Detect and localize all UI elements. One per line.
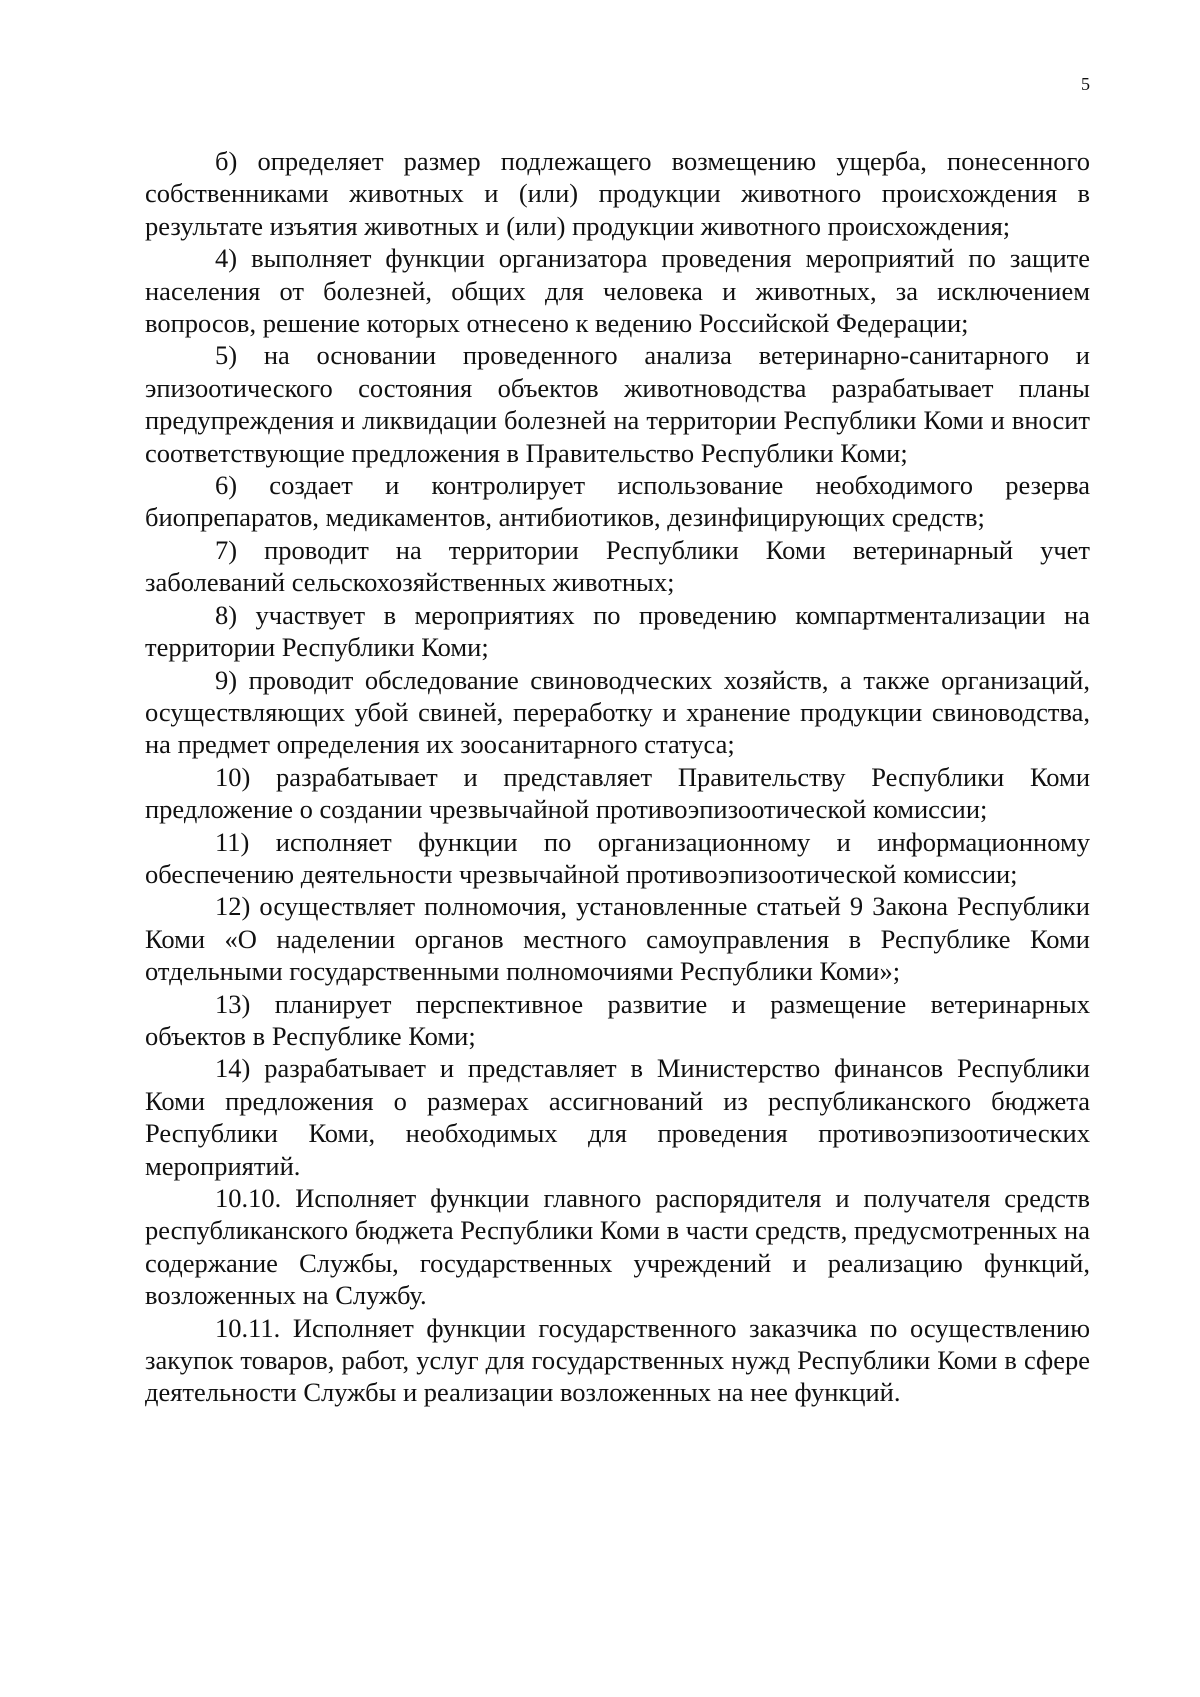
- paragraph-text: 13) планирует перспективное развитие и размещение ветеринарных объектов в Республике Коми;: [145, 988, 1090, 1051]
- paragraph-text: 9) проводит обследование свиноводческих хозяйств, а также организаций, осуществляющих убой свиней, переработку и хранение продукции свиноводства, на предмет определения их зоосанитарного статуса;: [145, 664, 1090, 760]
- paragraph-item-13: [145, 988, 1090, 1053]
- paragraph-item-6: [145, 469, 1090, 534]
- paragraph-text: 11) исполняет функции по организационному и информационному обеспечению деятельности чрезвычайной противоэпизоотической комиссии;: [145, 826, 1090, 889]
- paragraph-item-8: [145, 599, 1090, 664]
- section-10-10: [145, 1182, 1090, 1312]
- paragraph-item-9: [145, 664, 1090, 761]
- paragraph-item-5: [145, 339, 1090, 469]
- paragraph-item-4: [145, 242, 1090, 339]
- paragraph-item-b: [145, 145, 1090, 242]
- paragraph-text: 7) проводит на территории Республики Коми ветеринарный учет заболеваний сельскохозяйственных животных;: [145, 534, 1090, 598]
- section-10-11: [145, 1312, 1090, 1409]
- paragraph-item-10: [145, 761, 1090, 826]
- paragraph-text: 8) участвует в мероприятиях по проведению компартментализации на территории Республики Коми;: [145, 599, 1090, 663]
- paragraph-text: 6) создает и контролирует использование необходимого резерва биопрепаратов, медикаментов, антибиотиков, дезинфицирующих средств;: [145, 470, 1090, 533]
- paragraph-item-11: [145, 826, 1090, 891]
- document-body: [145, 145, 1090, 1409]
- paragraph-text: 12) осуществляет полномочия, установленные статьей 9 Закона Республики Коми «О наделении органов местного самоуправления в Республике Коми отдельными государственными полномочиями Республики Коми»;: [145, 891, 1090, 987]
- paragraph-text: 10.10. Исполняет функции главного распорядителя и получателя средств республиканского бюджета Республики Коми в части средств, предусмотренных на содержание Службы, государственных учреждений и реализацию функций, возложенных на Службу.: [145, 1183, 1090, 1311]
- paragraph-text: 14) разрабатывает и представляет в Министерство финансов Республики Коми предложения о размерах ассигнований из республиканского бюджета Республики Коми, необходимых для проведения противоэпизоотических мероприятий.: [145, 1053, 1090, 1181]
- paragraph-item-12: [145, 890, 1090, 987]
- paragraph-text: 10) разрабатывает и представляет Правительству Республики Коми предложение о создании чрезвычайной противоэпизоотической комиссии;: [145, 761, 1090, 825]
- paragraph-text: 10.11. Исполняет функции государственного заказчика по осуществлению закупок товаров, работ, услуг для государственных нужд Республики Коми в сфере деятельности Службы и реализации возложенных на нее функций.: [145, 1312, 1090, 1408]
- paragraph-text: 4) выполняет функции организатора проведения мероприятий по защите населения от болезней, общих для человека и животных, за исключением вопросов, решение которых отнесено к ведению Российской Федерации;: [145, 243, 1090, 339]
- paragraph-item-7: [145, 534, 1090, 599]
- paragraph-item-14: [145, 1052, 1090, 1182]
- paragraph-text: 5) на основании проведенного анализа ветеринарно-санитарного и эпизоотического состояния объектов животноводства разрабатывает планы предупреждения и ликвидации болезней на территории Республики Коми и вносит соответствующие предложения в Правительство Республики Коми;: [145, 340, 1090, 468]
- paragraph-text: б) определяет размер подлежащего возмещению ущерба, понесенного собственниками животных и (или) продукции животного происхождения в результате изъятия животных и (или) продукции животного происхождения;: [145, 146, 1090, 241]
- page-number: 5: [1081, 74, 1090, 94]
